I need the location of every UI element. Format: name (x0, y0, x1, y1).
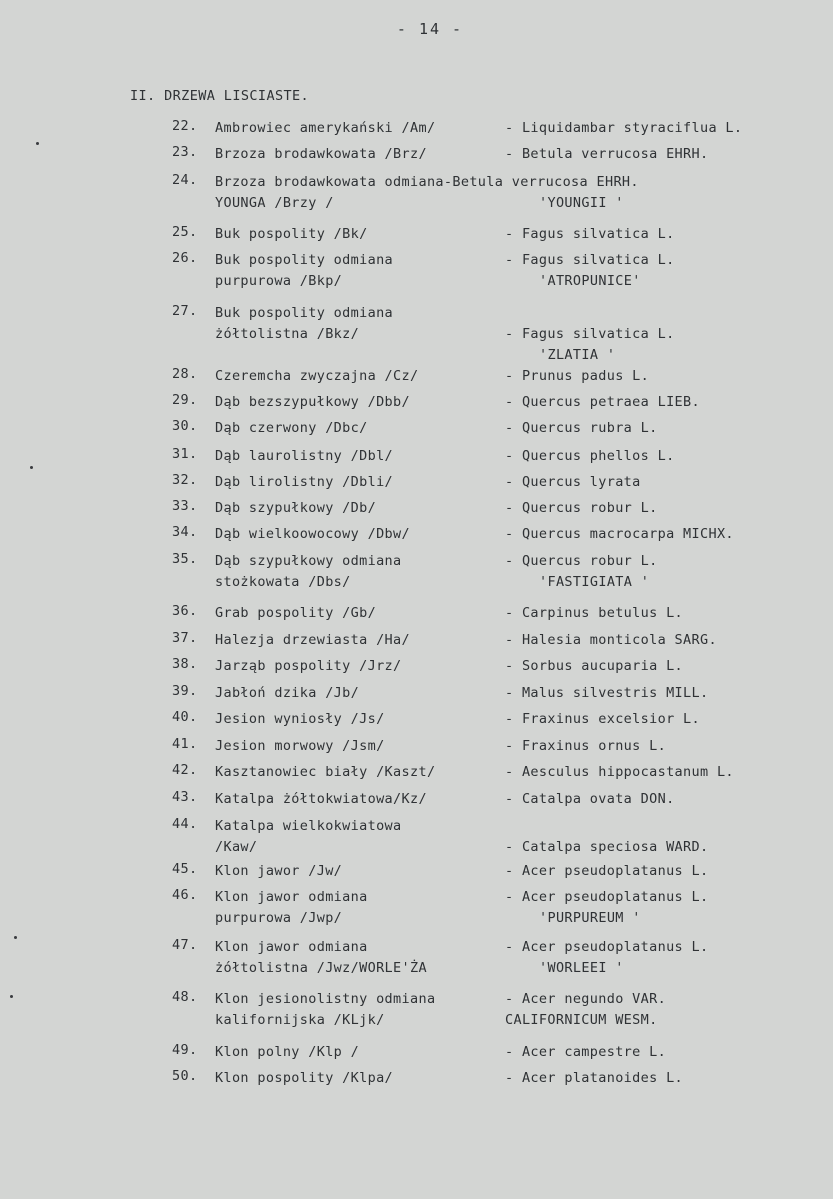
latin-name (505, 418, 658, 439)
polish-name-line: Klon pospolity /Klpa/ (215, 1070, 394, 1086)
polish-name (215, 366, 418, 387)
latin-name (505, 683, 708, 704)
cultivar-name: 'ATROPUNICE' (539, 273, 641, 289)
entry-number: 42. (172, 762, 198, 778)
latin-name-line: - Quercus petraea LIEB. (505, 394, 700, 410)
polish-name-line: Dąb szypułkowy /Db/ (215, 500, 377, 516)
polish-name-line: Czeremcha zwyczajna /Cz/ (215, 368, 419, 384)
polish-name-line: Dąb wielkoowocowy /Dbw/ (215, 526, 410, 542)
entry-number: 36. (172, 603, 198, 619)
polish-name-line: Grab pospolity /Gb/ (215, 605, 377, 621)
polish-name (215, 472, 393, 493)
latin-name-line: - Acer pseudoplatanus L. (505, 939, 709, 955)
entry-number: 27. (172, 303, 198, 319)
latin-name-line: - Acer negundo VAR. (505, 991, 667, 1007)
entry-number: 35. (172, 551, 198, 567)
polish-name-line: żółtolistna /Jwz/WORLE'ŻA (215, 960, 427, 976)
latin-name (505, 1068, 683, 1089)
entry-number: 38. (172, 656, 198, 672)
latin-name-line: - Fagus silvatica L. (505, 252, 675, 268)
entry-number: 26. (172, 250, 198, 266)
latin-name (505, 472, 641, 493)
polish-name (215, 418, 368, 439)
polish-name (215, 603, 376, 624)
polish-name-line: purpurowa /Bkp/ (215, 273, 343, 289)
latin-name (505, 762, 734, 783)
latin-name-line (505, 816, 708, 837)
latin-name-line: - Acer campestre L. (505, 1044, 667, 1060)
entry-number: 29. (172, 392, 198, 408)
polish-name-line: Buk pospolity /Bk/ (215, 226, 368, 242)
entry-number: 22. (172, 118, 198, 134)
polish-name (215, 937, 427, 979)
entry-number: 48. (172, 989, 198, 1005)
polish-name (215, 118, 435, 139)
polish-name (215, 816, 402, 858)
polish-name-line: YOUNGA /Brzy / (215, 195, 334, 211)
latin-name-line: - Betula verrucosa EHRH. (505, 146, 709, 162)
latin-name (505, 1042, 666, 1063)
entry-number: 45. (172, 861, 198, 877)
polish-name-line: Dąb laurolistny /Dbl/ (215, 448, 394, 464)
polish-name-line: Kasztanowiec biały /Kaszt/ (215, 764, 436, 780)
polish-name-line: Dąb lirolistny /Dbli/ (215, 474, 394, 490)
latin-name-line: - Fagus silvatica L. (505, 326, 675, 342)
latin-name-line: - Catalpa speciosa WARD. (505, 839, 709, 855)
polish-name-line: Klon jawor odmiana (215, 939, 368, 955)
polish-name (215, 1042, 359, 1063)
latin-name-line: - Acer platanoides L. (505, 1070, 684, 1086)
latin-name (505, 989, 666, 1031)
polish-name (215, 1068, 393, 1089)
latin-name (505, 250, 675, 292)
latin-name (505, 392, 700, 413)
latin-name (505, 861, 708, 882)
polish-name (215, 683, 359, 704)
latin-name (505, 366, 649, 387)
latin-name (505, 603, 683, 624)
entry-number: 23. (172, 144, 198, 160)
polish-name-line: Ambrowiec amerykański /Am/ (215, 120, 436, 136)
polish-name-line: Buk pospolity odmiana (215, 305, 394, 321)
polish-name (215, 656, 402, 677)
cultivar-name: 'ZLATIA ' (539, 347, 616, 363)
polish-name-line: Klon jesionolistny odmiana (215, 991, 436, 1007)
margin-speck (10, 995, 13, 998)
latin-name-line: - Halesia monticola SARG. (505, 632, 717, 648)
polish-name (215, 224, 368, 245)
entry-number: 49. (172, 1042, 198, 1058)
polish-name-line: Klon polny /Klp / (215, 1044, 360, 1060)
section-title: II. DRZEWA LISCIASTE. (130, 88, 310, 104)
latin-name-line (505, 172, 624, 193)
entry-number: 47. (172, 937, 198, 953)
latin-name (505, 446, 675, 467)
latin-name-line (505, 303, 675, 324)
entry-number: 28. (172, 366, 198, 382)
latin-name (505, 709, 700, 730)
entry-number: 40. (172, 709, 198, 725)
entry-number: 24. (172, 172, 198, 188)
polish-name-line: Halezja drzewiasta /Ha/ (215, 632, 410, 648)
polish-name (215, 709, 385, 730)
entry-number: 30. (172, 418, 198, 434)
margin-speck (14, 936, 17, 939)
latin-name (505, 524, 734, 545)
latin-name-line: - Fraxinus ornus L. (505, 738, 667, 754)
latin-name-line: - Quercus phellos L. (505, 448, 675, 464)
entry-number: 37. (172, 630, 198, 646)
latin-name-line: - Fraxinus excelsior L. (505, 711, 700, 727)
polish-name-line: Klon jawor odmiana (215, 889, 368, 905)
latin-name-line: - Acer pseudoplatanus L. (505, 863, 709, 879)
entry-number: 44. (172, 816, 198, 832)
polish-name-line: Dąb szypułkowy odmiana (215, 553, 402, 569)
page-number: - 14 - (396, 20, 464, 38)
latin-name-line: - Quercus rubra L. (505, 420, 658, 436)
polish-name (215, 762, 435, 783)
polish-name (215, 887, 368, 929)
polish-name (215, 446, 393, 467)
latin-name-line: - Acer pseudoplatanus L. (505, 889, 709, 905)
polish-name-line: stożkowata /Dbs/ (215, 574, 351, 590)
latin-name-line: - Quercus robur L. (505, 500, 658, 516)
latin-name-line: - Quercus lyrata (505, 474, 641, 490)
polish-name-line: purpurowa /Jwp/ (215, 910, 343, 926)
polish-name-line: Jesion wyniosły /Js/ (215, 711, 385, 727)
latin-name-line: - Quercus robur L. (505, 553, 658, 569)
polish-name (215, 392, 410, 413)
polish-name-line: Jesion morwowy /Jsm/ (215, 738, 385, 754)
margin-speck (36, 142, 39, 145)
latin-name-line: CALIFORNICUM WESM. (505, 1012, 658, 1028)
polish-name (215, 524, 410, 545)
entry-number: 25. (172, 224, 198, 240)
polish-name-line: Klon jawor /Jw/ (215, 863, 343, 879)
entry-number: 46. (172, 887, 198, 903)
polish-name-line: żółtolistna /Bkz/ (215, 326, 360, 342)
polish-name (215, 551, 402, 593)
latin-name (505, 736, 666, 757)
latin-name-line: - Liquidambar styraciflua L. (505, 120, 743, 136)
cultivar-name: 'YOUNGII ' (539, 195, 624, 211)
polish-name-line: Katalpa wielkokwiatowa (215, 818, 402, 834)
polish-name (215, 144, 427, 165)
latin-name (505, 172, 624, 214)
polish-name (215, 303, 393, 345)
margin-speck (30, 466, 33, 469)
cultivar-name: 'PURPUREUM ' (539, 910, 641, 926)
entry-number: 43. (172, 789, 198, 805)
latin-name-line: - Aesculus hippocastanum L. (505, 764, 734, 780)
polish-name (215, 498, 376, 519)
latin-name (505, 816, 708, 858)
latin-name (505, 224, 675, 245)
polish-name-line: Brzoza brodawkowata odmiana-Betula verrucosa EHRH. (215, 174, 639, 190)
cultivar-name: 'WORLEEI ' (539, 960, 624, 976)
latin-name-line: - Quercus macrocarpa MICHX. (505, 526, 734, 542)
latin-name-line: - Catalpa ovata DON. (505, 791, 675, 807)
polish-name-line: Jarząb pospolity /Jrz/ (215, 658, 402, 674)
polish-name (215, 789, 427, 810)
polish-name-line: Buk pospolity odmiana (215, 252, 394, 268)
entry-number: 32. (172, 472, 198, 488)
entry-number: 39. (172, 683, 198, 699)
polish-name (215, 861, 342, 882)
latin-name-line: - Sorbus aucuparia L. (505, 658, 684, 674)
latin-name (505, 656, 683, 677)
latin-name (505, 303, 675, 366)
polish-name (215, 630, 410, 651)
latin-name (505, 789, 675, 810)
latin-name (505, 551, 658, 593)
polish-name (215, 989, 435, 1031)
polish-name-line: Katalpa żółtokwiatowa/Kz/ (215, 791, 427, 807)
latin-name (505, 498, 658, 519)
latin-name-line: - Prunus padus L. (505, 368, 650, 384)
polish-name-line: Brzoza brodawkowata /Brz/ (215, 146, 427, 162)
polish-name-line: Dąb bezszypułkowy /Dbb/ (215, 394, 410, 410)
latin-name (505, 144, 708, 165)
polish-name (215, 250, 393, 292)
entry-number: 34. (172, 524, 198, 540)
polish-name-line: Jabłoń dzika /Jb/ (215, 685, 360, 701)
polish-name-line: Dąb czerwony /Dbc/ (215, 420, 368, 436)
polish-name-line: /Kaw/ (215, 839, 258, 855)
polish-name (215, 736, 385, 757)
entry-number: 50. (172, 1068, 198, 1084)
latin-name-line: - Carpinus betulus L. (505, 605, 684, 621)
entry-number: 31. (172, 446, 198, 462)
entry-number: 33. (172, 498, 198, 514)
latin-name (505, 887, 708, 929)
latin-name (505, 937, 708, 979)
latin-name (505, 118, 742, 139)
latin-name-line: - Fagus silvatica L. (505, 226, 675, 242)
entry-number: 41. (172, 736, 198, 752)
latin-name-line: - Malus silvestris MILL. (505, 685, 709, 701)
latin-name (505, 630, 717, 651)
cultivar-name: 'FASTIGIATA ' (539, 574, 650, 590)
polish-name-line: kalifornijska /KLjk/ (215, 1012, 385, 1028)
